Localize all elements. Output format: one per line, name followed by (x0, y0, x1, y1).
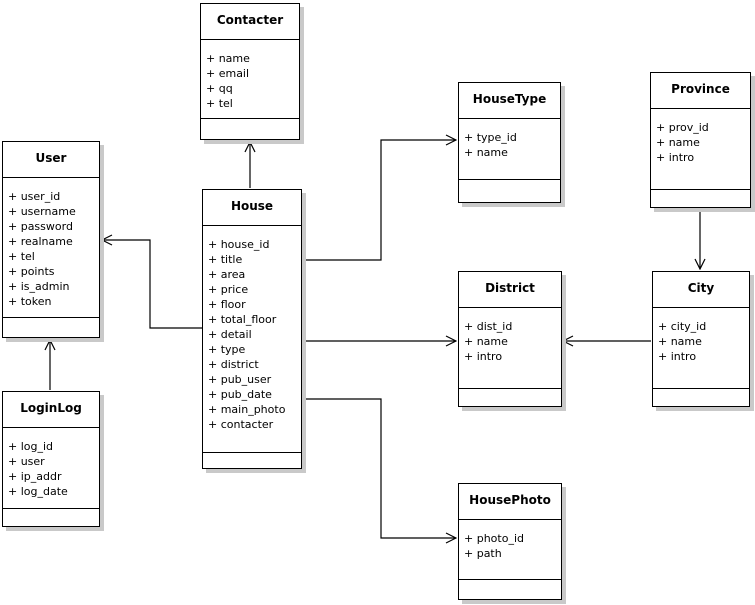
entity-attributes (653, 308, 749, 388)
entity-title: House (203, 190, 301, 226)
entity-contacter[interactable] (200, 3, 300, 140)
entity-housephoto[interactable] (458, 483, 562, 600)
attribute-row: + username (8, 205, 76, 218)
attribute-row: + type_id (464, 131, 517, 144)
attribute-row: + name (464, 146, 508, 159)
entity-house[interactable] (202, 189, 302, 469)
entity-methods-empty (201, 118, 299, 139)
attribute-row: + tel (8, 250, 35, 263)
entity-title: User (3, 142, 99, 178)
attribute-row: + ip_addr (8, 470, 62, 483)
attribute-row: + name (658, 335, 702, 348)
entity-attributes (459, 520, 561, 579)
entity-methods-empty (651, 189, 750, 207)
entity-district[interactable] (458, 271, 562, 407)
entity-methods-empty (459, 579, 561, 599)
attribute-row: + log_date (8, 485, 68, 498)
attribute-row: + password (8, 220, 73, 233)
attribute-row: + district (208, 358, 259, 371)
attribute-row: + dist_id (464, 320, 513, 333)
entity-title: District (459, 272, 561, 308)
attribute-row: + photo_id (464, 532, 524, 545)
attribute-row: + name (656, 136, 700, 149)
entity-attributes (3, 178, 99, 317)
attribute-row: + pub_date (208, 388, 272, 401)
entity-attributes (203, 226, 301, 452)
entity-user[interactable] (2, 141, 100, 338)
attribute-row: + pub_user (208, 373, 272, 386)
attribute-row: + intro (464, 350, 503, 363)
attribute-row: + email (206, 67, 250, 80)
attribute-row: + contacter (208, 418, 274, 431)
entity-methods-empty (3, 508, 99, 526)
entity-methods-empty (459, 179, 560, 202)
attribute-row: + main_photo (208, 403, 286, 416)
attribute-row: + path (464, 547, 502, 560)
entity-attributes (3, 428, 99, 508)
attribute-row: + is_admin (8, 280, 70, 293)
attribute-row: + city_id (658, 320, 707, 333)
entity-methods-empty (203, 452, 301, 468)
attribute-row: + tel (206, 97, 233, 110)
attribute-row: + token (8, 295, 52, 308)
attribute-row: + detail (208, 328, 252, 341)
attribute-row: + prov_id (656, 121, 709, 134)
entity-attributes (459, 119, 560, 179)
entity-city[interactable] (652, 271, 750, 407)
entity-methods-empty (3, 317, 99, 337)
entity-methods-empty (653, 388, 749, 406)
entity-title: Contacter (201, 4, 299, 40)
attribute-row: + points (8, 265, 55, 278)
entity-attributes (651, 109, 750, 189)
entity-title: City (653, 272, 749, 308)
attribute-row: + name (464, 335, 508, 348)
attribute-row: + user_id (8, 190, 61, 203)
attribute-row: + price (208, 283, 249, 296)
attribute-row: + total_floor (208, 313, 277, 326)
attribute-row: + qq (206, 82, 233, 95)
attribute-row: + intro (656, 151, 695, 164)
entity-title: HouseType (459, 83, 560, 119)
entity-title: LoginLog (3, 392, 99, 428)
entity-loginlog[interactable] (2, 391, 100, 527)
connector-house-housephoto (301, 399, 456, 538)
attribute-row: + type (208, 343, 246, 356)
entity-province[interactable] (650, 72, 751, 208)
attribute-row: + floor (208, 298, 246, 311)
entity-methods-empty (459, 388, 561, 406)
connector-house-housetype (301, 140, 456, 260)
attribute-row: + user (8, 455, 45, 468)
attribute-row: + intro (658, 350, 697, 363)
attribute-row: + house_id (208, 238, 270, 251)
entity-attributes (201, 40, 299, 118)
attribute-row: + realname (8, 235, 73, 248)
entity-housetype[interactable] (458, 82, 561, 203)
connector-house-user (102, 240, 202, 328)
attribute-row: + name (206, 52, 250, 65)
entity-attributes (459, 308, 561, 388)
attribute-row: + log_id (8, 440, 54, 453)
attribute-row: + title (208, 253, 243, 266)
entity-title: HousePhoto (459, 484, 561, 520)
entity-title: Province (651, 73, 750, 109)
attribute-row: + area (208, 268, 246, 281)
